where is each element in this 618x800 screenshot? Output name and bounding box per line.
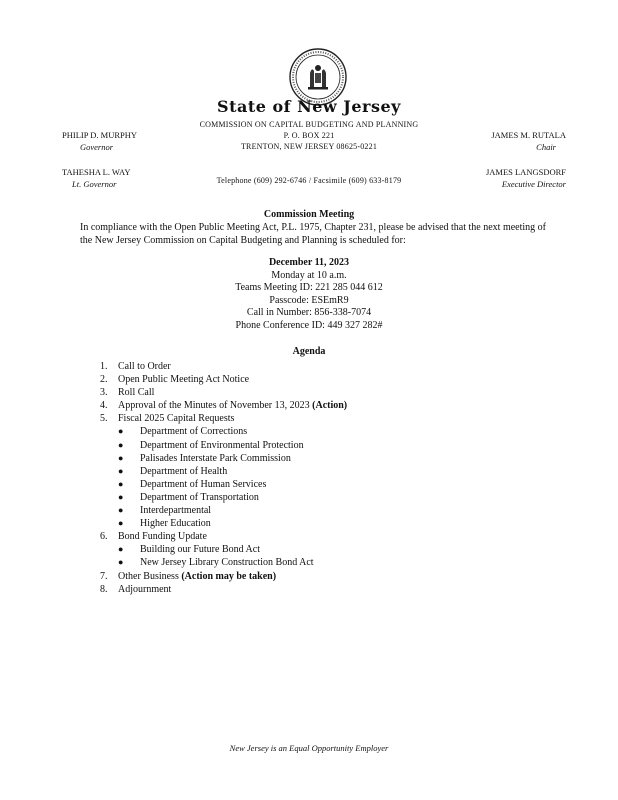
- phone-line: Telephone (609) 292-6746 / Facsimile (609) 633-8179: [216, 176, 402, 185]
- chair-block: [491, 129, 566, 153]
- governor-title: Governor: [80, 142, 114, 152]
- sub-list-item: [118, 543, 347, 556]
- agenda-item-text: Open Public Meeting Act Notice: [118, 374, 250, 386]
- agenda-item-label: Approval of the Minutes of November 13, 2023: [118, 400, 313, 412]
- director-title: Executive Director: [501, 179, 566, 189]
- agenda-item-text: Call to Order: [118, 361, 171, 372]
- agenda-item-label: Other Business: [118, 570, 182, 582]
- agenda-item-text: [118, 399, 347, 412]
- agenda-item-number: 7.: [100, 570, 108, 582]
- sub-item-text: Higher Education: [140, 518, 211, 530]
- passcode: Passcode: ESEmR9: [269, 294, 349, 306]
- governor-name: PHILIP D. MURPHY: [62, 130, 138, 140]
- intro-paragraph: In compliance with the Open Public Meeting Act, P.L. 1975, Chapter 231, please be advised that the next meeting of the New Jersey Commission on Capital Budgeting and Planning is scheduled for:: [80, 222, 547, 246]
- action-tag: (Action may be taken): [181, 570, 277, 582]
- bullet-icon: ●: [118, 505, 124, 516]
- agenda-item-text: Adjournment: [118, 583, 172, 595]
- bullet-icon: ●: [118, 426, 124, 437]
- call-in-number: Call in Number: 856-338-7074: [246, 307, 372, 318]
- agenda-item-number: 5.: [100, 413, 108, 425]
- director-name: JAMES LANGSDORF: [485, 167, 566, 177]
- bond-funding-sublist: [118, 543, 347, 569]
- meeting-title: Commission Meeting: [263, 209, 355, 220]
- teams-meeting-id: Teams Meeting ID: 221 285 044 612: [235, 282, 383, 293]
- sub-list-item: [118, 491, 347, 504]
- bullet-icon: ●: [118, 557, 124, 568]
- meeting-details: [0, 257, 618, 332]
- footer-eoe-statement: New Jersey is an Equal Opportunity Employer: [229, 743, 389, 753]
- lt-governor-name: TAHESHA L. WAY: [62, 167, 131, 177]
- agenda-item-number: 3.: [100, 387, 108, 399]
- agenda-item-number: 4.: [100, 400, 108, 412]
- chair-title: Chair: [536, 142, 556, 152]
- agenda-item-number: 1.: [100, 361, 108, 372]
- fiscal-requests-sublist: [118, 425, 347, 530]
- sub-list-item: [118, 439, 347, 452]
- sub-item-text: Department of Human Services: [140, 478, 267, 490]
- governor-block: [62, 129, 137, 153]
- sub-list-item: [118, 504, 347, 517]
- sub-item-text: Department of Corrections: [140, 426, 248, 438]
- agenda-item-number: 6.: [100, 531, 108, 543]
- bullet-icon: ●: [118, 518, 124, 529]
- agenda-item: [100, 373, 347, 386]
- sub-list-item: [118, 425, 347, 438]
- sub-item-text: Interdepartmental: [140, 505, 212, 517]
- agenda-item: [100, 570, 347, 583]
- bullet-icon: ●: [118, 439, 124, 450]
- meeting-date: December 11, 2023: [268, 257, 350, 268]
- sub-item-text: Department of Health: [140, 465, 228, 477]
- action-tag: (Action): [312, 400, 348, 412]
- agenda-item: [100, 360, 347, 373]
- sub-item-text: Palisades Interstate Park Commission: [140, 452, 291, 464]
- agenda-item-text: Roll Call: [118, 387, 155, 399]
- agenda-list: [100, 360, 347, 596]
- commission-name: COMMISSION ON CAPITAL BUDGETING AND PLANNING: [199, 120, 419, 129]
- agenda-item: [100, 399, 347, 412]
- agenda-item-number: 8.: [100, 583, 108, 595]
- agenda-item: [100, 530, 347, 543]
- agenda-title: Agenda: [292, 346, 326, 357]
- sub-item-text: New Jersey Library Construction Bond Act: [140, 557, 314, 569]
- sub-list-item: [118, 465, 347, 478]
- conference-id: Phone Conference ID: 449 327 282#: [235, 319, 383, 331]
- bullet-icon: ●: [118, 452, 124, 463]
- sub-list-item: [118, 517, 347, 530]
- sub-list-item: [118, 452, 347, 465]
- sub-item-text: Building our Future Bond Act: [140, 544, 260, 556]
- agenda-item: [100, 412, 347, 425]
- sub-item-text: Department of Environmental Protection: [140, 439, 304, 451]
- state-title: State of New Jersey: [217, 97, 401, 116]
- sub-list-item: [118, 478, 347, 491]
- agenda-item-text: Bond Funding Update: [118, 531, 207, 543]
- bullet-icon: ●: [118, 491, 124, 502]
- city-line: TRENTON, NEW JERSEY 08625-0221: [240, 142, 378, 151]
- po-box: P. O. BOX 221: [283, 131, 335, 140]
- lt-governor-title: Lt. Governor: [72, 179, 117, 189]
- meeting-time: Monday at 10 a.m.: [271, 269, 347, 281]
- lt-governor-block: [62, 166, 131, 190]
- agenda-item: [100, 583, 347, 596]
- agenda-item-number: 2.: [100, 374, 108, 386]
- agenda-item: [100, 386, 347, 399]
- sub-list-item: [118, 556, 347, 569]
- agenda-item-text: [118, 570, 276, 583]
- agenda-item-text: Fiscal 2025 Capital Requests: [118, 413, 235, 425]
- bullet-icon: ●: [118, 544, 124, 555]
- director-block: [486, 166, 566, 190]
- sub-item-text: Department of Transportation: [140, 491, 259, 503]
- chair-name: JAMES M. RUTALA: [491, 130, 566, 140]
- bullet-icon: ●: [118, 465, 124, 476]
- bullet-icon: ●: [118, 478, 124, 489]
